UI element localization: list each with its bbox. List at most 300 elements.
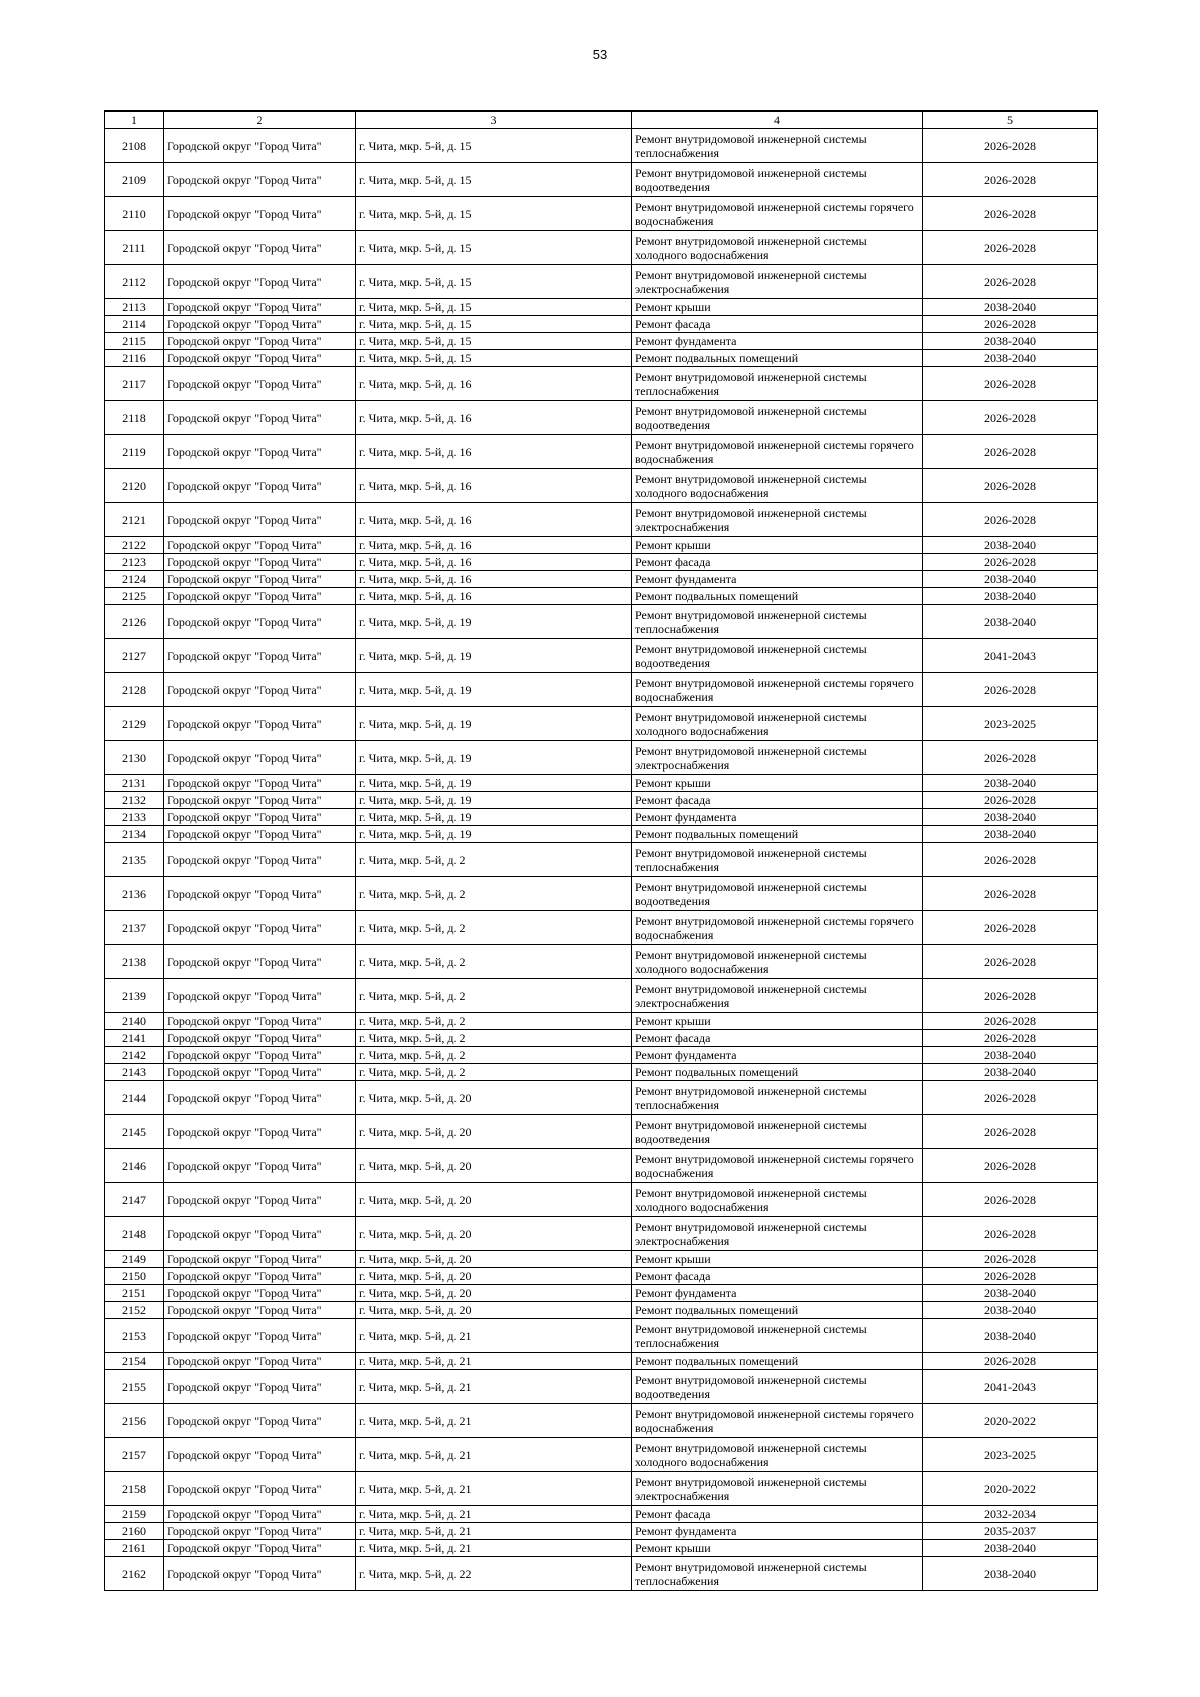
page-number: 53 (592, 47, 608, 62)
address-cell: г. Чита, мкр. 5-й, д. 20 (356, 1302, 632, 1319)
municipality-cell: Городской округ "Город Чита" (164, 843, 356, 877)
work-type-cell: Ремонт подвальных помещений (632, 1302, 923, 1319)
municipality-cell: Городской округ "Город Чита" (164, 792, 356, 809)
address-cell: г. Чита, мкр. 5-й, д. 15 (356, 333, 632, 350)
row-number-cell: 2123 (105, 554, 164, 571)
address-cell: г. Чита, мкр. 5-й, д. 2 (356, 1030, 632, 1047)
municipality-cell: Городской округ "Город Чита" (164, 1557, 356, 1591)
address-cell: г. Чита, мкр. 5-й, д. 21 (356, 1540, 632, 1557)
work-type-cell: Ремонт внутридомовой инженерной системы водоотведения (632, 639, 923, 673)
row-number-cell: 2112 (105, 265, 164, 299)
municipality-cell: Городской округ "Город Чита" (164, 639, 356, 673)
work-type-cell: Ремонт фундамента (632, 1285, 923, 1302)
address-cell: г. Чита, мкр. 5-й, д. 16 (356, 469, 632, 503)
work-type-cell: Ремонт подвальных помещений (632, 1064, 923, 1081)
period-cell: 2026-2028 (923, 1251, 1098, 1268)
row-number-cell: 2137 (105, 911, 164, 945)
work-type-cell: Ремонт фасада (632, 1030, 923, 1047)
work-type-cell: Ремонт фасада (632, 554, 923, 571)
work-type-cell: Ремонт фасада (632, 792, 923, 809)
period-cell: 2026-2028 (923, 163, 1098, 197)
address-cell: г. Чита, мкр. 5-й, д. 19 (356, 707, 632, 741)
table-row (105, 401, 1098, 435)
period-cell: 2038-2040 (923, 537, 1098, 554)
period-cell: 2026-2028 (923, 316, 1098, 333)
table-row (105, 1523, 1098, 1540)
work-type-cell: Ремонт внутридомовой инженерной системы водоотведения (632, 1370, 923, 1404)
table-row (105, 979, 1098, 1013)
work-type-cell: Ремонт внутридомовой инженерной системы теплоснабжения (632, 129, 923, 163)
column-header: 1 (105, 111, 164, 129)
period-cell: 2026-2028 (923, 1268, 1098, 1285)
row-number-cell: 2143 (105, 1064, 164, 1081)
municipality-cell: Городской округ "Город Чита" (164, 1353, 356, 1370)
address-cell: г. Чита, мкр. 5-й, д. 19 (356, 741, 632, 775)
address-cell: г. Чита, мкр. 5-й, д. 20 (356, 1081, 632, 1115)
address-cell: г. Чита, мкр. 5-й, д. 20 (356, 1285, 632, 1302)
work-type-cell: Ремонт внутридомовой инженерной системы теплоснабжения (632, 1319, 923, 1353)
address-cell: г. Чита, мкр. 5-й, д. 15 (356, 197, 632, 231)
period-cell: 2026-2028 (923, 673, 1098, 707)
table-row (105, 537, 1098, 554)
row-number-cell: 2131 (105, 775, 164, 792)
municipality-cell: Городской округ "Город Чита" (164, 1268, 356, 1285)
row-number-cell: 2134 (105, 826, 164, 843)
period-cell: 2026-2028 (923, 877, 1098, 911)
municipality-cell: Городской округ "Город Чита" (164, 503, 356, 537)
period-cell: 2038-2040 (923, 1319, 1098, 1353)
municipality-cell: Городской округ "Город Чита" (164, 537, 356, 554)
row-number-cell: 2142 (105, 1047, 164, 1064)
row-number-cell: 2120 (105, 469, 164, 503)
municipality-cell: Городской округ "Город Чита" (164, 775, 356, 792)
table-row (105, 1013, 1098, 1030)
address-cell: г. Чита, мкр. 5-й, д. 15 (356, 231, 632, 265)
table-row (105, 129, 1098, 163)
address-cell: г. Чита, мкр. 5-й, д. 2 (356, 877, 632, 911)
table-row (105, 945, 1098, 979)
period-cell: 2038-2040 (923, 1302, 1098, 1319)
municipality-cell: Городской округ "Город Чита" (164, 265, 356, 299)
table-row (105, 1302, 1098, 1319)
table-row (105, 1149, 1098, 1183)
row-number-cell: 2155 (105, 1370, 164, 1404)
address-cell: г. Чита, мкр. 5-й, д. 21 (356, 1370, 632, 1404)
work-type-cell: Ремонт подвальных помещений (632, 588, 923, 605)
column-header: 4 (632, 111, 923, 129)
address-cell: г. Чита, мкр. 5-й, д. 20 (356, 1183, 632, 1217)
municipality-cell: Городской округ "Город Чита" (164, 1183, 356, 1217)
table-row (105, 588, 1098, 605)
address-cell: г. Чита, мкр. 5-й, д. 20 (356, 1115, 632, 1149)
period-cell: 2026-2028 (923, 197, 1098, 231)
period-cell: 2023-2025 (923, 1438, 1098, 1472)
municipality-cell: Городской округ "Город Чита" (164, 129, 356, 163)
row-number-cell: 2151 (105, 1285, 164, 1302)
row-number-cell: 2156 (105, 1404, 164, 1438)
municipality-cell: Городской округ "Город Чита" (164, 1506, 356, 1523)
row-number-cell: 2150 (105, 1268, 164, 1285)
address-cell: г. Чита, мкр. 5-й, д. 20 (356, 1251, 632, 1268)
table-row (105, 741, 1098, 775)
municipality-cell: Городской округ "Город Чита" (164, 554, 356, 571)
municipality-cell: Городской округ "Город Чита" (164, 1370, 356, 1404)
address-cell: г. Чита, мкр. 5-й, д. 21 (356, 1438, 632, 1472)
work-type-cell: Ремонт фундамента (632, 1047, 923, 1064)
column-header: 3 (356, 111, 632, 129)
period-cell: 2026-2028 (923, 554, 1098, 571)
table-row (105, 350, 1098, 367)
column-header: 5 (923, 111, 1098, 129)
row-number-cell: 2130 (105, 741, 164, 775)
column-header: 2 (164, 111, 356, 129)
address-cell: г. Чита, мкр. 5-й, д. 16 (356, 571, 632, 588)
period-cell: 2038-2040 (923, 350, 1098, 367)
row-number-cell: 2138 (105, 945, 164, 979)
period-cell: 2038-2040 (923, 1064, 1098, 1081)
table-row (105, 1438, 1098, 1472)
period-cell: 2026-2028 (923, 741, 1098, 775)
work-type-cell: Ремонт внутридомовой инженерной системы холодного водоснабжения (632, 945, 923, 979)
work-type-cell: Ремонт фасада (632, 1506, 923, 1523)
period-cell: 2038-2040 (923, 605, 1098, 639)
table-row (105, 1030, 1098, 1047)
work-type-cell: Ремонт внутридомовой инженерной системы холодного водоснабжения (632, 1438, 923, 1472)
address-cell: г. Чита, мкр. 5-й, д. 19 (356, 809, 632, 826)
period-cell: 2026-2028 (923, 1183, 1098, 1217)
period-cell: 2026-2028 (923, 265, 1098, 299)
table-row (105, 231, 1098, 265)
period-cell: 2026-2028 (923, 435, 1098, 469)
table-row (105, 265, 1098, 299)
address-cell: г. Чита, мкр. 5-й, д. 2 (356, 1013, 632, 1030)
row-number-cell: 2162 (105, 1557, 164, 1591)
municipality-cell: Городской округ "Город Чита" (164, 1438, 356, 1472)
table-row (105, 605, 1098, 639)
address-cell: г. Чита, мкр. 5-й, д. 15 (356, 350, 632, 367)
period-cell: 2020-2022 (923, 1472, 1098, 1506)
period-cell: 2026-2028 (923, 1013, 1098, 1030)
address-cell: г. Чита, мкр. 5-й, д. 21 (356, 1319, 632, 1353)
period-cell: 2020-2022 (923, 1404, 1098, 1438)
work-type-cell: Ремонт внутридомовой инженерной системы горячего водоснабжения (632, 435, 923, 469)
address-cell: г. Чита, мкр. 5-й, д. 20 (356, 1149, 632, 1183)
municipality-cell: Городской округ "Город Чита" (164, 1047, 356, 1064)
work-type-cell: Ремонт фундамента (632, 571, 923, 588)
row-number-cell: 2110 (105, 197, 164, 231)
table-row (105, 673, 1098, 707)
municipality-cell: Городской округ "Город Чита" (164, 1404, 356, 1438)
address-cell: г. Чита, мкр. 5-й, д. 19 (356, 639, 632, 673)
work-type-cell: Ремонт внутридомовой инженерной системы горячего водоснабжения (632, 1149, 923, 1183)
table-row (105, 1285, 1098, 1302)
work-type-cell: Ремонт внутридомовой инженерной системы теплоснабжения (632, 367, 923, 401)
period-cell: 2038-2040 (923, 775, 1098, 792)
table-row (105, 1081, 1098, 1115)
period-cell: 2041-2043 (923, 1370, 1098, 1404)
work-type-cell: Ремонт крыши (632, 299, 923, 316)
address-cell: г. Чита, мкр. 5-й, д. 16 (356, 401, 632, 435)
work-type-cell: Ремонт фундамента (632, 333, 923, 350)
period-cell: 2026-2028 (923, 843, 1098, 877)
period-cell: 2038-2040 (923, 588, 1098, 605)
row-number-cell: 2146 (105, 1149, 164, 1183)
municipality-cell: Городской округ "Город Чита" (164, 435, 356, 469)
period-cell: 2026-2028 (923, 401, 1098, 435)
work-type-cell: Ремонт внутридомовой инженерной системы водоотведения (632, 877, 923, 911)
table-row (105, 1404, 1098, 1438)
table-row (105, 571, 1098, 588)
municipality-cell: Городской округ "Город Чита" (164, 197, 356, 231)
row-number-cell: 2140 (105, 1013, 164, 1030)
address-cell: г. Чита, мкр. 5-й, д. 19 (356, 826, 632, 843)
municipality-cell: Городской округ "Город Чита" (164, 367, 356, 401)
work-type-cell: Ремонт внутридомовой инженерной системы электроснабжения (632, 979, 923, 1013)
work-type-cell: Ремонт внутридомовой инженерной системы холодного водоснабжения (632, 231, 923, 265)
table-row (105, 503, 1098, 537)
municipality-cell: Городской округ "Город Чита" (164, 1285, 356, 1302)
address-cell: г. Чита, мкр. 5-й, д. 19 (356, 673, 632, 707)
work-type-cell: Ремонт внутридомовой инженерной системы горячего водоснабжения (632, 197, 923, 231)
row-number-cell: 2126 (105, 605, 164, 639)
table-row (105, 1353, 1098, 1370)
table-row (105, 826, 1098, 843)
row-number-cell: 2122 (105, 537, 164, 554)
work-type-cell: Ремонт внутридомовой инженерной системы теплоснабжения (632, 843, 923, 877)
municipality-cell: Городской округ "Город Чита" (164, 673, 356, 707)
period-cell: 2026-2028 (923, 367, 1098, 401)
municipality-cell: Городской округ "Город Чита" (164, 1149, 356, 1183)
municipality-cell: Городской округ "Город Чита" (164, 299, 356, 316)
period-cell: 2038-2040 (923, 1557, 1098, 1591)
work-type-cell: Ремонт внутридомовой инженерной системы холодного водоснабжения (632, 707, 923, 741)
work-type-cell: Ремонт внутридомовой инженерной системы горячего водоснабжения (632, 1404, 923, 1438)
period-cell: 2038-2040 (923, 1047, 1098, 1064)
table-row (105, 707, 1098, 741)
table-row (105, 1183, 1098, 1217)
work-type-cell: Ремонт крыши (632, 775, 923, 792)
row-number-cell: 2161 (105, 1540, 164, 1557)
work-type-cell: Ремонт фундамента (632, 809, 923, 826)
address-cell: г. Чита, мкр. 5-й, д. 16 (356, 367, 632, 401)
address-cell: г. Чита, мкр. 5-й, д. 22 (356, 1557, 632, 1591)
work-type-cell: Ремонт подвальных помещений (632, 826, 923, 843)
municipality-cell: Городской округ "Город Чита" (164, 809, 356, 826)
row-number-cell: 2115 (105, 333, 164, 350)
row-number-cell: 2160 (105, 1523, 164, 1540)
row-number-cell: 2133 (105, 809, 164, 826)
table-row (105, 333, 1098, 350)
table-row (105, 775, 1098, 792)
municipality-cell: Городской округ "Город Чита" (164, 911, 356, 945)
work-type-cell: Ремонт внутридомовой инженерной системы холодного водоснабжения (632, 469, 923, 503)
municipality-cell: Городской округ "Город Чита" (164, 1540, 356, 1557)
row-number-cell: 2113 (105, 299, 164, 316)
table-row (105, 554, 1098, 571)
period-cell: 2026-2028 (923, 911, 1098, 945)
period-cell: 2026-2028 (923, 792, 1098, 809)
work-type-cell: Ремонт внутридомовой инженерной системы электроснабжения (632, 741, 923, 775)
period-cell: 2041-2043 (923, 639, 1098, 673)
table-row (105, 163, 1098, 197)
period-cell: 2038-2040 (923, 571, 1098, 588)
table-row (105, 911, 1098, 945)
period-cell: 2026-2028 (923, 129, 1098, 163)
municipality-cell: Городской округ "Город Чита" (164, 1302, 356, 1319)
period-cell: 2035-2037 (923, 1523, 1098, 1540)
table-row (105, 1506, 1098, 1523)
period-cell: 2026-2028 (923, 469, 1098, 503)
period-cell: 2026-2028 (923, 979, 1098, 1013)
address-cell: г. Чита, мкр. 5-й, д. 15 (356, 316, 632, 333)
municipality-cell: Городской округ "Город Чита" (164, 163, 356, 197)
period-cell: 2038-2040 (923, 333, 1098, 350)
address-cell: г. Чита, мкр. 5-й, д. 16 (356, 503, 632, 537)
municipality-cell: Городской округ "Город Чита" (164, 945, 356, 979)
municipality-cell: Городской округ "Город Чита" (164, 1523, 356, 1540)
municipality-cell: Городской округ "Город Чита" (164, 1013, 356, 1030)
row-number-cell: 2153 (105, 1319, 164, 1353)
row-number-cell: 2136 (105, 877, 164, 911)
municipality-cell: Городской округ "Город Чита" (164, 1030, 356, 1047)
period-cell: 2026-2028 (923, 1149, 1098, 1183)
address-cell: г. Чита, мкр. 5-й, д. 2 (356, 1047, 632, 1064)
period-cell: 2026-2028 (923, 1030, 1098, 1047)
address-cell: г. Чита, мкр. 5-й, д. 20 (356, 1217, 632, 1251)
period-cell: 2038-2040 (923, 1285, 1098, 1302)
municipality-cell: Городской округ "Город Чита" (164, 605, 356, 639)
row-number-cell: 2124 (105, 571, 164, 588)
address-cell: г. Чита, мкр. 5-й, д. 15 (356, 299, 632, 316)
work-type-cell: Ремонт внутридомовой инженерной системы холодного водоснабжения (632, 1183, 923, 1217)
row-number-cell: 2145 (105, 1115, 164, 1149)
address-cell: г. Чита, мкр. 5-й, д. 15 (356, 265, 632, 299)
address-cell: г. Чита, мкр. 5-й, д. 16 (356, 588, 632, 605)
municipality-cell: Городской округ "Город Чита" (164, 231, 356, 265)
row-number-cell: 2141 (105, 1030, 164, 1047)
work-type-cell: Ремонт внутридомовой инженерной системы электроснабжения (632, 265, 923, 299)
period-cell: 2026-2028 (923, 1115, 1098, 1149)
row-number-cell: 2158 (105, 1472, 164, 1506)
table-row (105, 367, 1098, 401)
work-type-cell: Ремонт фундамента (632, 1523, 923, 1540)
row-number-cell: 2157 (105, 1438, 164, 1472)
municipality-cell: Городской округ "Город Чита" (164, 826, 356, 843)
municipality-cell: Городской округ "Город Чита" (164, 741, 356, 775)
row-number-cell: 2132 (105, 792, 164, 809)
municipality-cell: Городской округ "Город Чита" (164, 350, 356, 367)
table-row (105, 1540, 1098, 1557)
municipality-cell: Городской округ "Город Чита" (164, 1115, 356, 1149)
table-row (105, 197, 1098, 231)
row-number-cell: 2129 (105, 707, 164, 741)
municipality-cell: Городской округ "Город Чита" (164, 979, 356, 1013)
period-cell: 2038-2040 (923, 1540, 1098, 1557)
address-cell: г. Чита, мкр. 5-й, д. 21 (356, 1472, 632, 1506)
address-cell: г. Чита, мкр. 5-й, д. 16 (356, 537, 632, 554)
municipality-cell: Городской округ "Город Чита" (164, 1472, 356, 1506)
row-number-cell: 2149 (105, 1251, 164, 1268)
row-number-cell: 2147 (105, 1183, 164, 1217)
address-cell: г. Чита, мкр. 5-й, д. 21 (356, 1404, 632, 1438)
table-row (105, 435, 1098, 469)
municipality-cell: Городской округ "Город Чита" (164, 571, 356, 588)
repair-schedule-table (104, 110, 1098, 1591)
municipality-cell: Городской округ "Город Чита" (164, 1251, 356, 1268)
municipality-cell: Городской округ "Город Чита" (164, 316, 356, 333)
work-type-cell: Ремонт внутридомовой инженерной системы теплоснабжения (632, 1557, 923, 1591)
work-type-cell: Ремонт внутридомовой инженерной системы электроснабжения (632, 1217, 923, 1251)
address-cell: г. Чита, мкр. 5-й, д. 2 (356, 911, 632, 945)
address-cell: г. Чита, мкр. 5-й, д. 21 (356, 1506, 632, 1523)
work-type-cell: Ремонт внутридомовой инженерной системы водоотведения (632, 1115, 923, 1149)
period-cell: 2026-2028 (923, 1353, 1098, 1370)
row-number-cell: 2116 (105, 350, 164, 367)
work-type-cell: Ремонт внутридомовой инженерной системы теплоснабжения (632, 605, 923, 639)
work-type-cell: Ремонт крыши (632, 537, 923, 554)
address-cell: г. Чита, мкр. 5-й, д. 15 (356, 129, 632, 163)
table-row (105, 1370, 1098, 1404)
table-row (105, 843, 1098, 877)
table-row (105, 792, 1098, 809)
municipality-cell: Городской округ "Город Чита" (164, 707, 356, 741)
address-cell: г. Чита, мкр. 5-й, д. 2 (356, 1064, 632, 1081)
period-cell: 2026-2028 (923, 1081, 1098, 1115)
table-row (105, 469, 1098, 503)
period-cell: 2026-2028 (923, 945, 1098, 979)
table-row (105, 299, 1098, 316)
row-number-cell: 2159 (105, 1506, 164, 1523)
address-cell: г. Чита, мкр. 5-й, д. 20 (356, 1268, 632, 1285)
period-cell: 2038-2040 (923, 826, 1098, 843)
table-row (105, 316, 1098, 333)
table-row (105, 1557, 1098, 1591)
period-cell: 2038-2040 (923, 809, 1098, 826)
period-cell: 2038-2040 (923, 299, 1098, 316)
municipality-cell: Городской округ "Город Чита" (164, 1064, 356, 1081)
table-row (105, 1115, 1098, 1149)
municipality-cell: Городской округ "Город Чита" (164, 401, 356, 435)
municipality-cell: Городской округ "Город Чита" (164, 1319, 356, 1353)
work-type-cell: Ремонт внутридомовой инженерной системы теплоснабжения (632, 1081, 923, 1115)
work-type-cell: Ремонт внутридомовой инженерной системы водоотведения (632, 401, 923, 435)
table-row (105, 877, 1098, 911)
row-number-cell: 2117 (105, 367, 164, 401)
row-number-cell: 2152 (105, 1302, 164, 1319)
municipality-cell: Городской округ "Город Чита" (164, 588, 356, 605)
row-number-cell: 2125 (105, 588, 164, 605)
table-row (105, 1251, 1098, 1268)
row-number-cell: 2139 (105, 979, 164, 1013)
table-row (105, 1064, 1098, 1081)
work-type-cell: Ремонт внутридомовой инженерной системы электроснабжения (632, 1472, 923, 1506)
row-number-cell: 2135 (105, 843, 164, 877)
table-row (105, 1217, 1098, 1251)
address-cell: г. Чита, мкр. 5-й, д. 19 (356, 775, 632, 792)
table-row (105, 1319, 1098, 1353)
table-row (105, 639, 1098, 673)
row-number-cell: 2111 (105, 231, 164, 265)
work-type-cell: Ремонт внутридомовой инженерной системы горячего водоснабжения (632, 911, 923, 945)
table-row (105, 1268, 1098, 1285)
work-type-cell: Ремонт крыши (632, 1013, 923, 1030)
address-cell: г. Чита, мкр. 5-й, д. 2 (356, 979, 632, 1013)
row-number-cell: 2144 (105, 1081, 164, 1115)
period-cell: 2026-2028 (923, 503, 1098, 537)
work-type-cell: Ремонт крыши (632, 1251, 923, 1268)
municipality-cell: Городской округ "Город Чита" (164, 877, 356, 911)
work-type-cell: Ремонт подвальных помещений (632, 1353, 923, 1370)
